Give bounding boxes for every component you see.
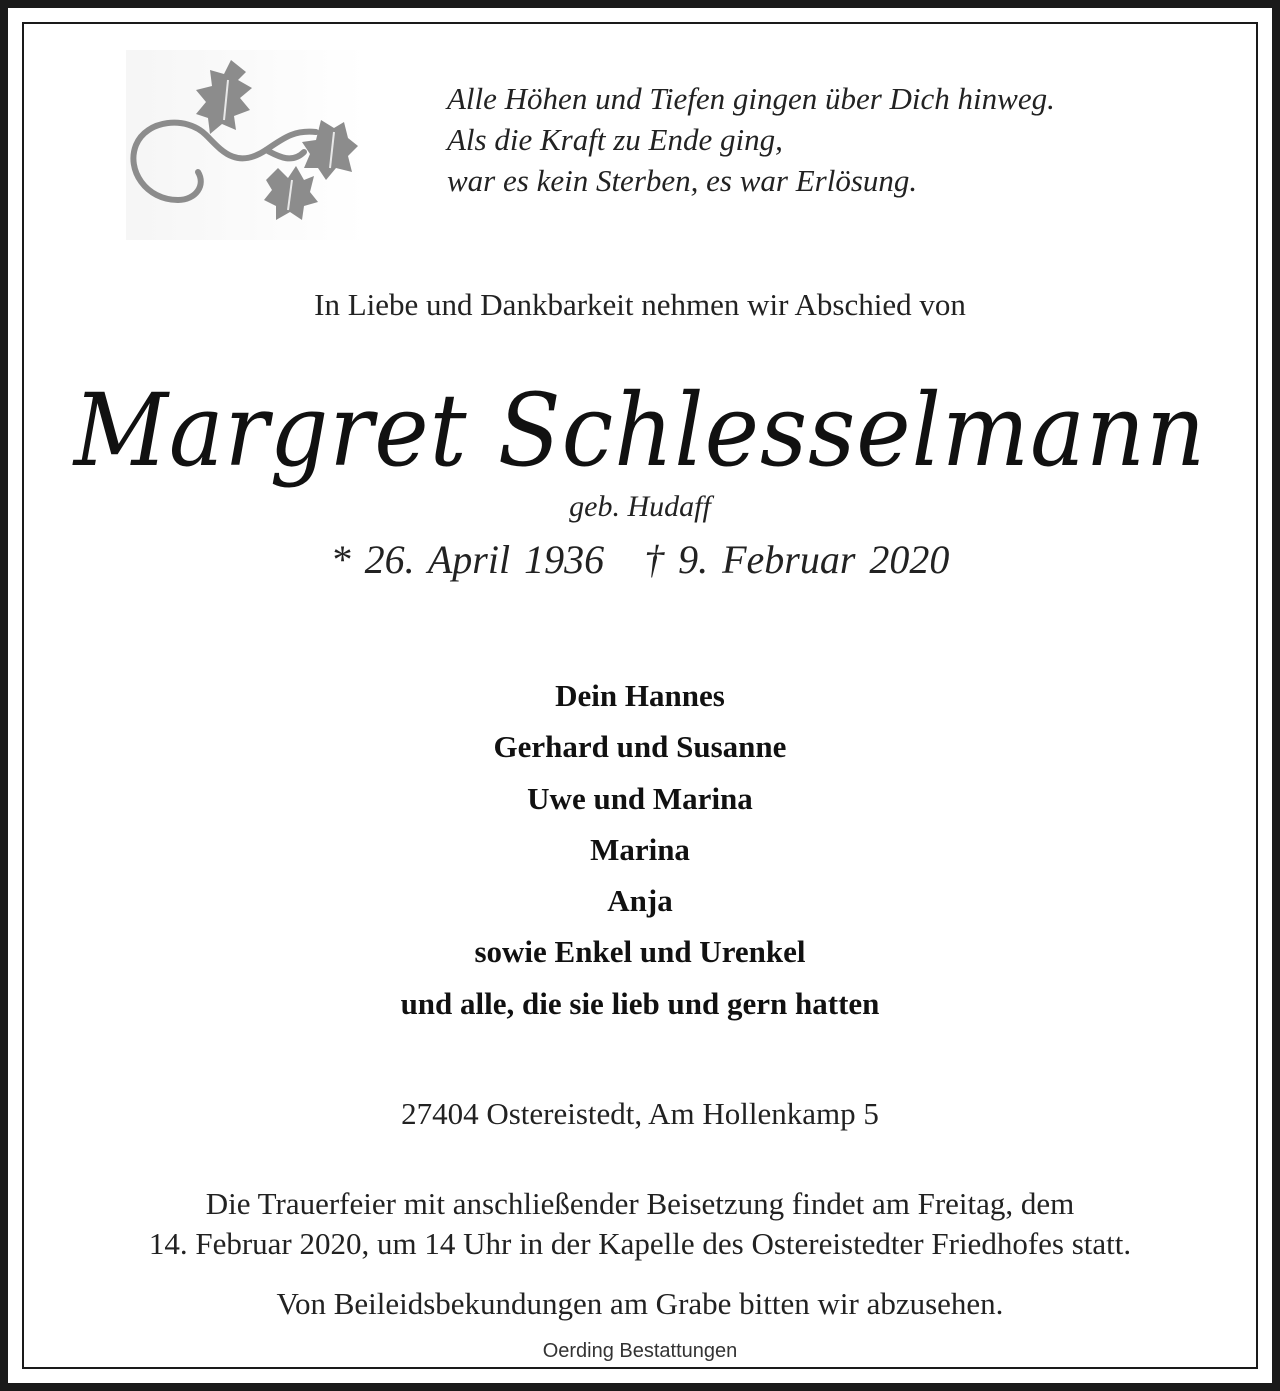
life-dates [0,536,1280,583]
poem [447,78,1207,201]
death-date: † 9. Februar 2020 [644,537,950,582]
service-line: 14. Februar 2020, um 14 Uhr in der Kapelle des Ostereistedter Friedhofes statt. [148,1226,1132,1261]
birth-date: * 26. April 1936 [330,537,605,582]
condolence-note: Von Beileidsbekundungen am Grabe bitten wir abzusehen. [276,1286,1004,1321]
poem-line: Als die Kraft zu Ende ging, [447,122,783,157]
deceased-name: Margret Schlesselmann [73,372,1207,489]
undertaker-name: Oerding Bestattungen [542,1340,738,1362]
address: 27404 Ostereistedt, Am Hollenkamp 5 [401,1096,879,1131]
vine-leaves-icon [126,50,366,240]
maiden-name: geb. Hudaff [569,490,711,523]
poem-line: war es kein Sterben, es war Erlösung. [447,163,918,198]
intro-text: In Liebe und Dankbarkeit nehmen wir Abschied von [314,287,966,322]
family-member: Gerhard und Susanne [493,729,787,765]
family-member: Dein Hannes [555,678,725,713]
family-member: sowie Enkel und Urenkel [474,934,806,970]
family-member: und alle, die sie lieb und gern hatten [400,985,880,1021]
service-info [0,1184,1280,1264]
family-list [0,670,1280,1029]
family-member: Marina [590,831,690,867]
family-member: Uwe und Marina [527,780,753,816]
poem-line: Alle Höhen und Tiefen gingen über Dich hinweg. [447,81,1055,116]
service-line: Die Trauerfeier mit anschließender Beisetzung findet am Freitag, dem [205,1186,1075,1221]
family-member: Anja [607,883,673,919]
